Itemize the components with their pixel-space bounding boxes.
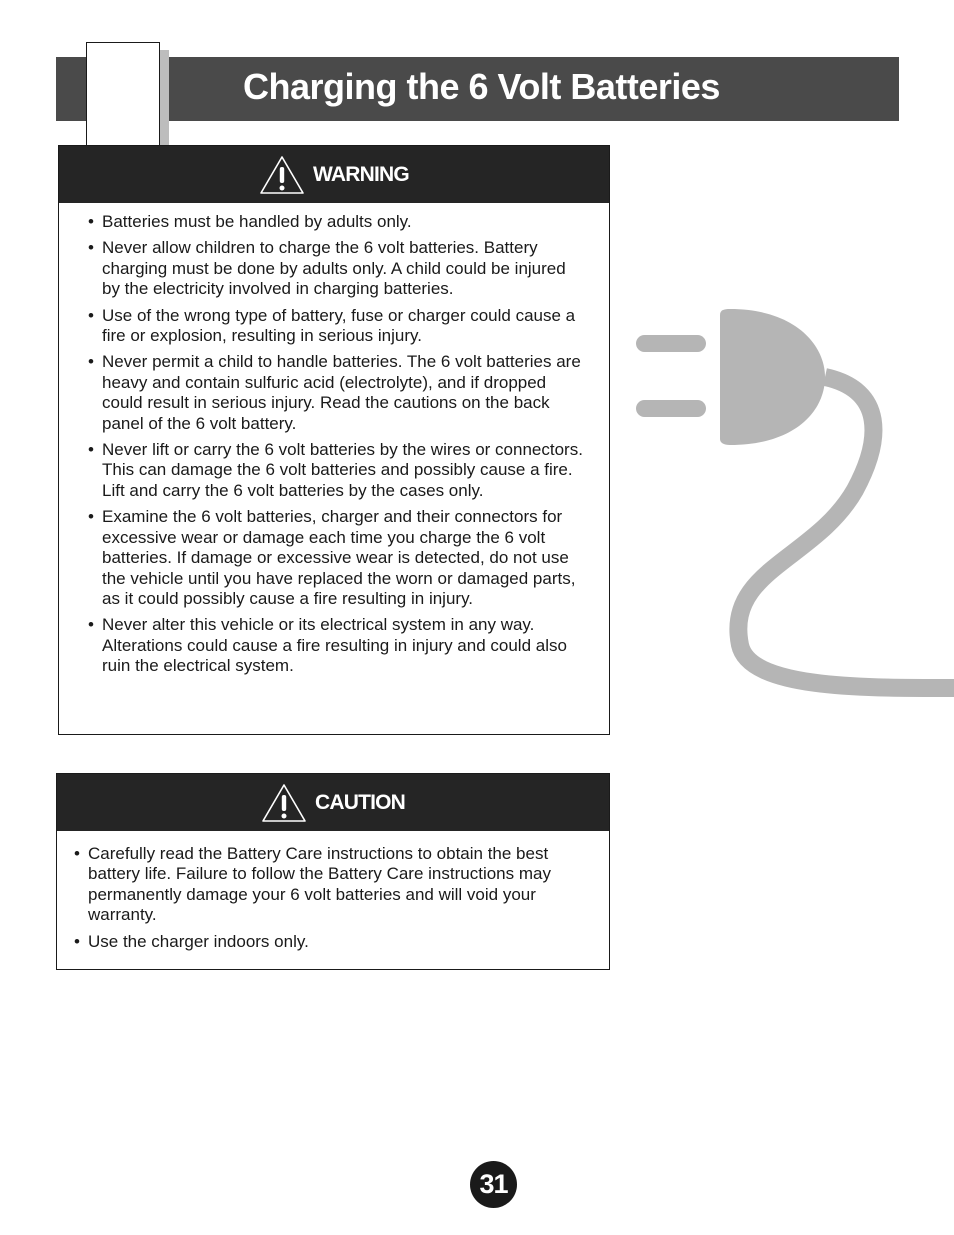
list-item-text: Never permit a child to handle batteries. The 6 volt batteries are heavy and contain sulfuric acid (electrolyte), and if dropped could result in serious injury. Read the cautions on the back panel of the 6 volt battery. xyxy=(102,352,581,433)
bullet: • xyxy=(88,212,94,231)
warning-triangle-icon xyxy=(261,783,307,823)
section-tab xyxy=(86,42,160,148)
caution-header xyxy=(57,774,609,831)
bullet: • xyxy=(88,440,94,460)
bullet: • xyxy=(88,305,94,325)
bullet: • xyxy=(74,931,80,951)
page-title: Charging the 6 Volt Batteries xyxy=(243,66,720,107)
list-item-text: Never alter this vehicle or its electrical system in any way. Alterations could cause a fire resulting in injury and could also ruin the electrical system. xyxy=(102,615,567,676)
warning-triangle-icon xyxy=(259,155,305,195)
list-item-text: Examine the 6 volt batteries, charger and their connectors for excessive wear or damage each time you charge the 6 volt batteries. If damage or excessive wear is detected, do not use the vehicle until you have replaced the worn or damaged parts, as it could possibly cause a fire resulting in injury. xyxy=(102,507,576,608)
list-item xyxy=(88,212,585,232)
bullet: • xyxy=(88,507,94,527)
bullet: • xyxy=(88,615,94,635)
warning-list xyxy=(59,203,609,677)
list-item-text: Never allow children to charge the 6 volt batteries. Battery charging must be done by adults only. A child could be injured by the electricity involved in charging batteries. xyxy=(102,238,566,299)
bullet: • xyxy=(74,844,80,863)
caution-box xyxy=(56,773,610,970)
list-item-text: Use the charger indoors only. xyxy=(88,931,309,951)
list-item xyxy=(88,352,585,434)
list-item xyxy=(74,844,595,926)
list-item xyxy=(88,615,585,676)
warning-label: WARNING xyxy=(313,162,409,186)
list-item xyxy=(88,507,585,609)
list-item xyxy=(88,238,585,299)
page-number: 31 xyxy=(470,1161,517,1208)
warning-box xyxy=(58,145,610,735)
warning-header xyxy=(59,146,609,203)
list-item-text: Use of the wrong type of battery, fuse or charger could cause a fire or explosion, resulting in serious injury. xyxy=(102,305,576,346)
caution-list xyxy=(57,831,609,952)
list-item xyxy=(88,440,585,501)
list-item-text: Carefully read the Battery Care instructions to obtain the best battery life. Failure to follow the Battery Care instructions may permanently damage your 6 volt batteries and will void your warranty. xyxy=(88,844,551,925)
list-item xyxy=(74,932,595,952)
caution-label: CAUTION xyxy=(314,790,406,814)
bullet: • xyxy=(88,238,94,258)
electric-plug-icon xyxy=(630,305,954,710)
list-item-text: Never lift or carry the 6 volt batteries by the wires or connectors. This can damage the 6 volt batteries and possibly cause a fire. Lift and carry the 6 volt batteries by the cases only. xyxy=(102,440,583,500)
bullet: • xyxy=(88,352,94,372)
list-item-text: Batteries must be handled by adults only. xyxy=(102,212,412,231)
list-item xyxy=(88,306,585,347)
